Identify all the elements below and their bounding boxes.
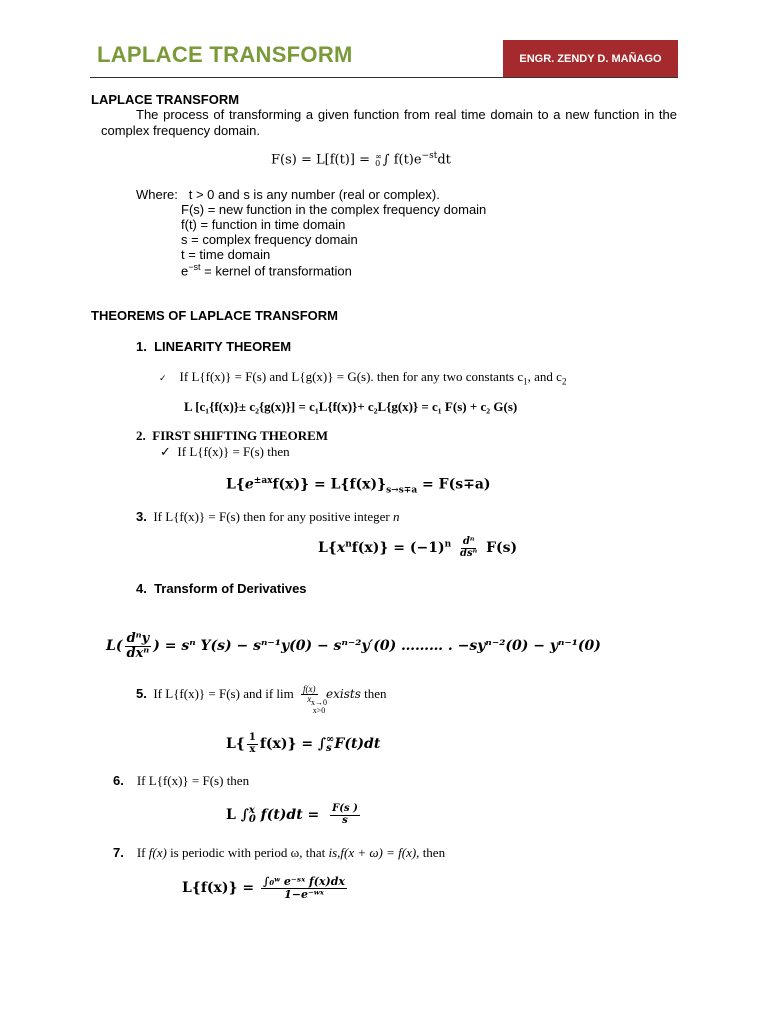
theorem-2-condition: ✓ If L{f(x)} = F(s) then	[160, 444, 290, 459]
page-title: LAPLACE TRANSFORM	[97, 42, 353, 67]
check-icon: ✓	[160, 444, 171, 459]
theorem-3-condition: 3. If L{f(x)} = F(s) then for any positive integer n	[136, 509, 400, 524]
theorem-5-formula: L{ $\frac{1}{x}$ f(x)} = ∫ ∞ s F(t)dt	[226, 732, 381, 755]
theorem-3-formula: $L\{x^nf(x)\} = (-1)^n$ $\frac{\text{dⁿ}}{\text{dsⁿ}}$ F(s)	[318, 536, 518, 559]
where-item: s = complex frequency domain	[181, 232, 358, 247]
where-item: F(s) = new function in the complex frequency domain	[181, 202, 487, 217]
theorem-4-formula: L( $\frac{\text{dⁿy}}{\text{dxⁿ}}$ ) = sⁿ Y(s) − sⁿ⁻¹y(0) − sⁿ⁻²y′(0) ……… . −syⁿ⁻²(0) − yⁿ⁻¹(0)	[106, 631, 601, 661]
definition-formula: F(s) = L[f(t)] = ∞ 0 ∫ $f(t)e^{-st}dt$	[271, 151, 451, 168]
where-item: f(t) = function in time domain	[181, 217, 346, 232]
where-item: t = time domain	[181, 247, 271, 262]
section-heading-laplace: LAPLACE TRANSFORM	[91, 92, 240, 107]
theorem-7-formula: L{f(x)} = $\frac{\text{∫₀ʷ e⁻ˢˣ f(x)dx}}{\text{1−e⁻ʷˣ}}$	[182, 875, 345, 901]
check-icon: ✓	[159, 373, 167, 383]
theorem-6-formula: L ∫ x 0 f(t)dt = $\frac{F(s )}{s}$	[226, 803, 358, 826]
theorem-5-condition: 5. If L{f(x)} = F(s) and if lim x→0 x>0 $\frac{f(x)}{x}$ exists then	[136, 684, 387, 715]
theorem-4-heading: 4. Transform of Derivatives	[136, 581, 307, 596]
where-item-kernel: $e^{-st}$ = kernel of transformation	[181, 262, 352, 279]
theorem-1-formula: L [c₁{f(x)}± c₂{g(x)}] = c₁L{f(x)}+ c₂L{g(x)} = c₁ F(s) + c₂ G(s)	[184, 399, 518, 414]
theorem-2-formula: $L\{e^{\pm ax}f(x)\} = L\{f(x)\}_{s\to s\mp a} = F(s\mp a)$	[226, 476, 491, 496]
theorem-6-condition: 6. If L{f(x)} = F(s) then	[113, 773, 250, 788]
theorem-1-condition: ✓ If L{f(x)} = F(s) and L{g(x)} = G(s). then for any two constants $c_1$, and $c_2$	[159, 369, 567, 387]
author-badge: ENGR. ZENDY D. MAÑAGO	[503, 40, 678, 78]
theorem-7-condition: 7. If f(x) is periodic with period ω, that is,f(x + ω) = f(x), then	[113, 845, 446, 860]
theorem-1-heading: 1. LINEARITY THEOREM	[136, 339, 292, 354]
header-divider	[90, 77, 678, 78]
intro-paragraph: The process of transforming a given function from real time domain to a new function in the complex frequency domain.	[101, 107, 677, 138]
theorem-2-heading: 2. FIRST SHIFTING THEOREM	[136, 428, 329, 443]
section-heading-theorems: THEOREMS OF LAPLACE TRANSFORM	[91, 308, 338, 323]
where-line: Where: t > 0 and s is any number (real or complex).	[136, 187, 440, 202]
